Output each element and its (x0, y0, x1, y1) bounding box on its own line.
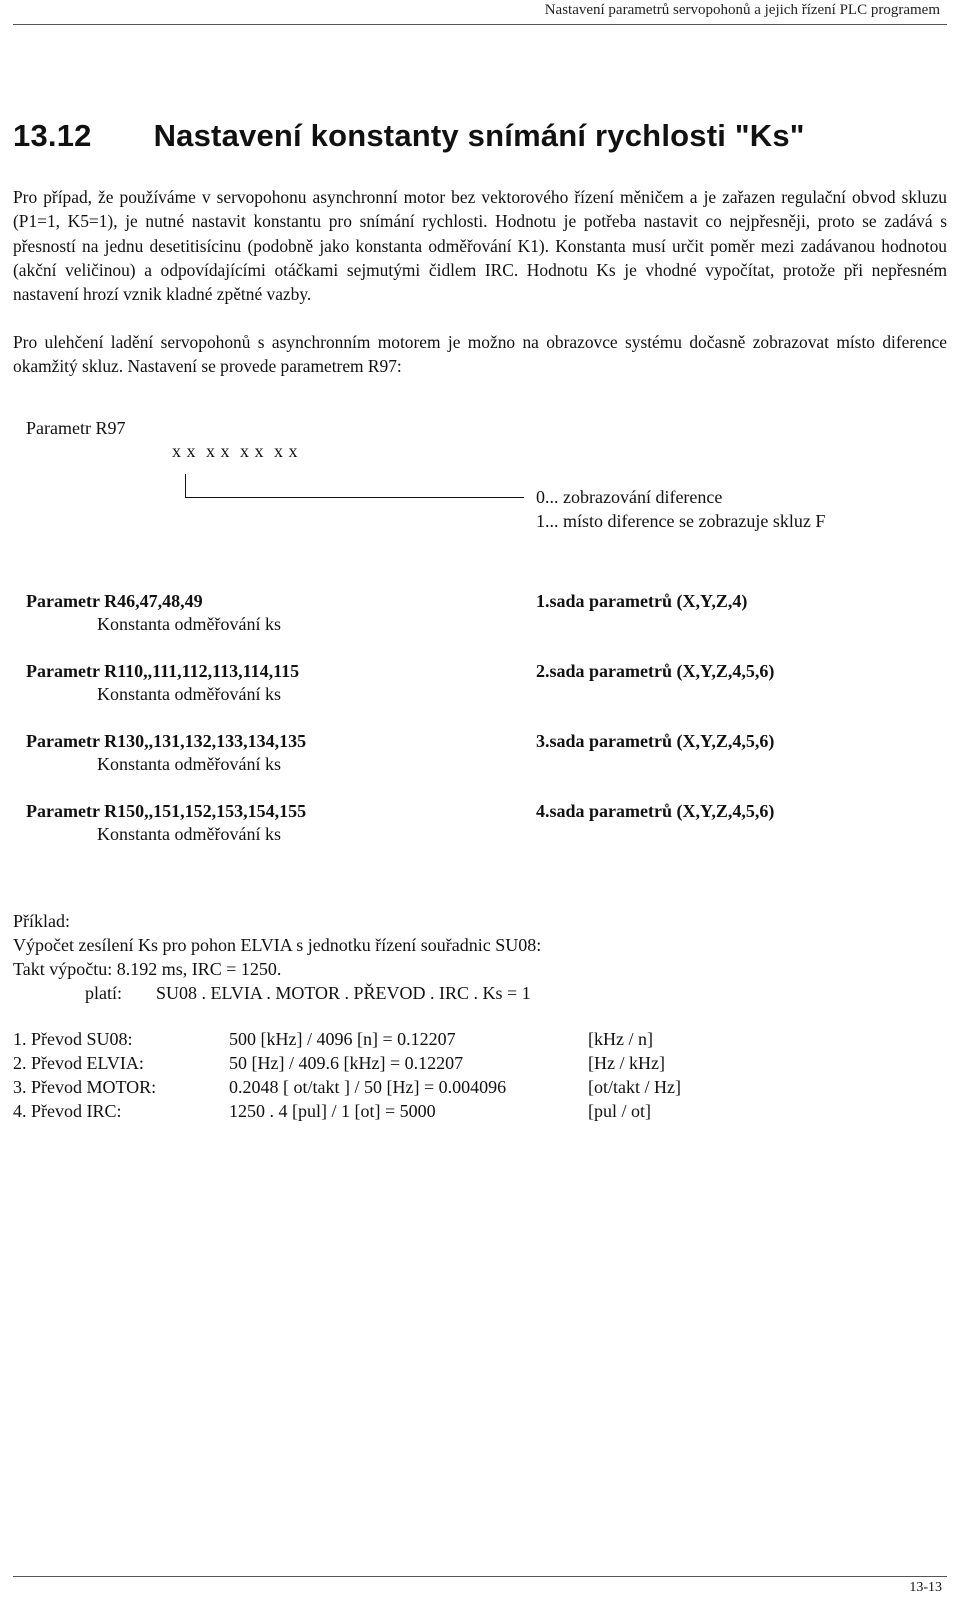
paragraph-r97-intro: Pro ulehčení ladění servopohonů s asynchronním motorem je možno na obrazovce systému dočasně zobrazovat místo diference okamžitý skluz. Nastavení se provede parametrem R97: (13, 332, 947, 377)
header-rule (13, 24, 947, 25)
running-header: Nastavení parametrů servopohonů a jejich řízení PLC programem (544, 2, 940, 18)
example-plati-formula: SU08 . ELVIA . MOTOR . PŘEVOD . IRC . Ks = 1 (156, 983, 531, 1003)
conversion-row-4-unit: [pul / ot] (588, 1101, 651, 1121)
section-number: 13.12 (13, 118, 92, 153)
section-title: Nastavení konstanty snímání rychlosti "Ks" (153, 118, 805, 153)
param-set-4-desc: Konstanta odměřování ks (97, 824, 281, 844)
param-set-2-name: Parametr R110,,111,112,113,114,115 (26, 661, 300, 681)
conversion-row-3-name: 3. Převod MOTOR: (13, 1077, 157, 1097)
conversion-row-2-name: 2. Převod ELVIA: (13, 1053, 144, 1073)
conversion-row-2-formula: 50 [Hz] / 409.6 [kHz] = 0.12207 (229, 1053, 464, 1073)
param-set-3-label: 3.sada parametrů (X,Y,Z,4,5,6) (536, 731, 775, 751)
example-line-2: Takt výpočtu: 8.192 ms, IRC = 1250. (13, 959, 282, 979)
conversion-row-3-formula: 0.2048 [ ot/takt ] / 50 [Hz] = 0.004096 (229, 1077, 507, 1097)
r97-bracket-vertical (185, 474, 186, 498)
param-set-2-desc: Konstanta odměřování ks (97, 684, 281, 704)
example-plati-label: platí: (85, 983, 122, 1003)
param-set-4-name: Parametr R150,,151,152,153,154,155 (26, 801, 307, 821)
param-set-4-label: 4.sada parametrů (X,Y,Z,4,5,6) (536, 801, 775, 821)
param-set-1-label: 1.sada parametrů (X,Y,Z,4) (536, 591, 748, 611)
conversion-row-1-formula: 500 [kHz] / 4096 [n] = 0.12207 (229, 1029, 456, 1049)
page-number: 13-13 (909, 1580, 942, 1595)
conversion-row-4-formula: 1250 . 4 [pul] / 1 [ot] = 5000 (229, 1101, 436, 1121)
example-heading: Příklad: (13, 911, 70, 931)
param-set-1-name: Parametr R46,47,48,49 (26, 591, 203, 611)
r97-option-0: 0... zobrazování diference (536, 487, 723, 507)
section-heading (13, 118, 805, 154)
conversion-row-4-name: 4. Převod IRC: (13, 1101, 122, 1121)
r97-option-1: 1... místo diference se zobrazuje skluz F (536, 511, 826, 531)
conversion-row-3-unit: [ot/takt / Hz] (588, 1077, 681, 1097)
r97-bracket-horizontal (185, 497, 524, 498)
r97-label: Parametr R97 (26, 418, 126, 438)
conversion-row-1-name: 1. Převod SU08: (13, 1029, 133, 1049)
param-set-1-desc: Konstanta odměřování ks (97, 614, 281, 634)
param-set-3-desc: Konstanta odměřování ks (97, 754, 281, 774)
example-line-1: Výpočet zesílení Ks pro pohon ELVIA s jednotku řízení souřadnic SU08: (13, 935, 542, 955)
param-set-3-name: Parametr R130,,131,132,133,134,135 (26, 731, 307, 751)
r97-digits: x x x x x x x x (172, 441, 298, 461)
param-set-2-label: 2.sada parametrů (X,Y,Z,4,5,6) (536, 661, 775, 681)
conversion-row-1-unit: [kHz / n] (588, 1029, 653, 1049)
conversion-row-2-unit: [Hz / kHz] (588, 1053, 665, 1073)
paragraph-ks-intro: Pro případ, že používáme v servopohonu asynchronní motor bez vektorového řízení měničem a je zařazen regulační obvod skluzu (P1=1, K5=1), je nutné nastavit konstantu pro snímání rychlosti. Hodnotu je potřeba nastavit co nejpřesněji, proto se zadává s přesností na jednu desetitisícinu (podobně jako konstanta odměřování K1). Konstanta musí určit poměr mezi zadávanou hodnotou (akční veličinou) a odpovídajícími otáčkami sejmutými čidlem IRC. Hodnotu Ks je vhodné vypočítat, protože při nepřesném nastavení hrozí vznik kladné zpětné vazby. (13, 187, 947, 305)
footer-rule (13, 1576, 947, 1577)
